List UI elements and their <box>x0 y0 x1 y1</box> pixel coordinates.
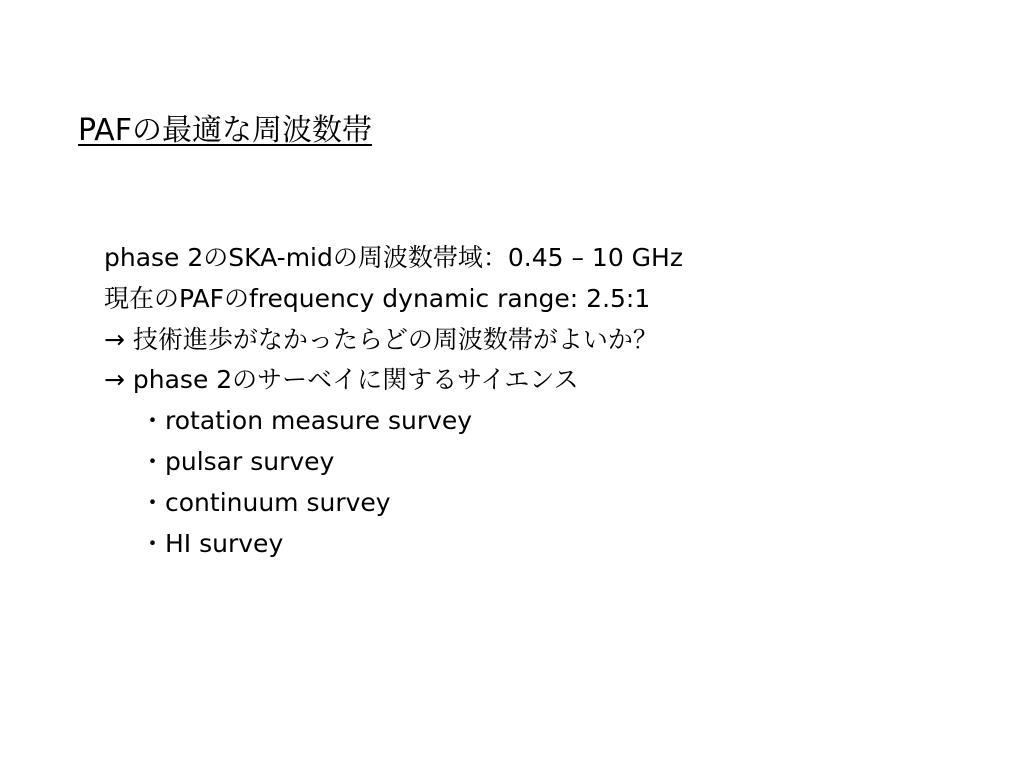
bullet-continuum-survey: ・continuum survey <box>140 487 391 517</box>
body-line-science: → phase 2のサーベイに関するサイエンス <box>104 365 579 395</box>
bullet-hi-survey: ・HI survey <box>140 528 284 558</box>
slide-title: PAFの最適な周波数帯 <box>78 113 372 148</box>
body-line-question: → 技術進歩がなかったらどの周波数帯がよいか？ <box>104 324 658 354</box>
slide-body <box>104 238 1004 564</box>
body-line-paf-dynamic-range: 現在のPAFのfrequency dynamic range: 2.5:1 <box>104 283 651 313</box>
bullet-rotation-measure-survey: ・rotation measure survey <box>140 406 473 436</box>
bullet-pulsar-survey: ・pulsar survey <box>140 446 335 476</box>
body-line-frequency-band: phase 2のSKA-midの周波数帯域：0.45 – 10 GHz <box>104 243 683 272</box>
